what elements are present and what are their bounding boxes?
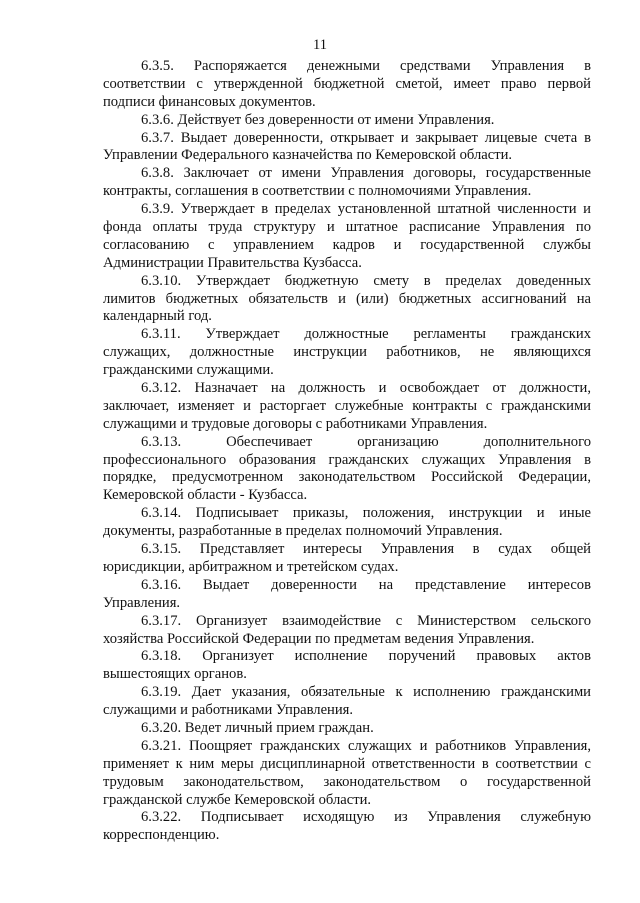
text-line: юрисдикции, арбитражном и третейском судах. [103,558,399,575]
text-line: 6.3.15. Представляет интересы Управления в судах общей [141,541,591,558]
text-line: применяет к ним меры дисциплинарной ответственности в соответствии с [103,755,591,772]
text-line: лимитов бюджетных обязательств и (или) бюджетных ассигнований на [103,290,591,307]
text-line: гражданской службе Кемеровской области. [103,791,372,808]
text-line: вышестоящих органов. [103,666,247,683]
document-body [103,58,591,845]
text-line: 6.3.13. Обеспечивает организацию дополнительного [141,433,591,450]
paragraph [103,201,591,273]
text-line: Администрации Правительства Кузбасса. [103,254,362,271]
text-line: фонда оплаты труда структуру и штатное расписание Управления по [103,219,591,236]
paragraph [103,613,591,649]
text-line: календарный год. [103,308,212,325]
paragraph [103,648,591,684]
text-line: 6.3.17. Организует взаимодействие с Министерством сельского [141,612,591,629]
paragraph [103,720,591,738]
text-line: 6.3.21. Поощряет гражданских служащих и работников Управления, [141,737,591,754]
paragraph [103,380,591,434]
text-line: 6.3.19. Дает указания, обязательные к исполнению гражданскими [141,684,591,701]
text-line: 6.3.12. Назначает на должность и освобождает от должности, [141,380,591,397]
text-line: порядке, предусмотренном законодательством Российской Федерации, [103,469,591,486]
text-line: служащими и трудовые договоры с работниками Управления. [103,415,488,432]
paragraph [103,809,591,845]
text-line: 6.3.22. Подписывает исходящую из Управления служебную [141,809,591,826]
text-line: 6.3.6. Действует без доверенности от имени Управления. [141,111,495,128]
paragraph [103,326,591,380]
paragraph [103,541,591,577]
text-line: 6.3.9. Утверждает в пределах установленной штатной численности и [141,201,591,218]
paragraph [103,505,591,541]
page-number: 11 [313,37,327,53]
text-line: Кемеровской области - Кузбасса. [103,487,308,504]
text-line: профессионального образования гражданских служащих Управления в [103,451,591,468]
text-line: документы, разработанные в пределах полномочий Управления. [103,523,503,540]
text-line: согласованию с управлением кадров и государственной службы [103,236,591,253]
paragraph [103,684,591,720]
text-line: 6.3.5. Распоряжается денежными средствами Управления в [141,58,591,74]
paragraph [103,165,591,201]
text-line: подписи финансовых документов. [103,93,316,110]
text-line: гражданскими служащими. [103,362,274,379]
text-line: служащими и работниками Управления. [103,702,354,719]
text-line: хозяйства Российской Федерации по предметам ведения Управления. [103,630,535,647]
paragraph [103,577,591,613]
paragraph [103,434,591,506]
text-line: заключает, изменяет и расторгает служебные контракты с гражданскими [103,397,591,414]
text-line: 6.3.20. Ведет личный прием граждан. [141,719,374,736]
text-line: 6.3.18. Организует исполнение поручений правовых актов [141,648,591,665]
text-line: 6.3.10. Утверждает бюджетную смету в пределах доведенных [141,272,591,289]
text-line: Управления. [103,594,181,611]
text-line: 6.3.14. Подписывает приказы, положения, инструкции и иные [141,505,591,522]
text-line: корреспонденцию. [103,827,220,844]
text-line: 6.3.7. Выдает доверенности, открывает и закрывает лицевые счета в [141,129,591,146]
paragraph [103,112,591,130]
text-line: Управлении Федерального казначейства по Кемеровской области. [103,147,513,164]
paragraph [103,273,591,327]
text-line: 6.3.16. Выдает доверенности на представление интересов [141,576,591,593]
text-line: соответствии с утвержденной бюджетной сметой, имеет право первой [103,75,591,92]
text-line: 6.3.8. Заключает от имени Управления договоры, государственные [141,165,591,182]
paragraph [103,58,591,112]
text-line: трудовым законодательством, законодательством о государственной [103,773,591,790]
text-line: служащих, должностные инструкции работников, не являющихся [103,344,591,361]
text-line: контракты, соглашения в соответствии с полномочиями Управления. [103,183,532,200]
paragraph [103,738,591,810]
paragraph [103,130,591,166]
text-line: 6.3.11. Утверждает должностные регламенты гражданских [141,326,591,343]
